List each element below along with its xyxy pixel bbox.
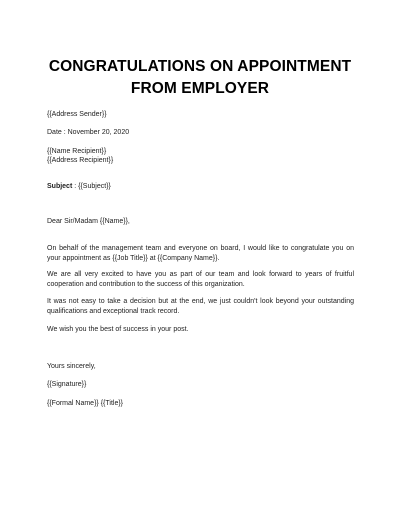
closing: Yours sincerely,	[47, 363, 96, 370]
paragraph-wishes: We wish you the best of success in your post.	[47, 326, 189, 333]
subject-label: Subject	[47, 183, 73, 190]
address-recipient: {{Address Recipient}}	[47, 157, 114, 164]
title-line-1: CONGRATULATIONS ON APPOINTMENT	[48, 58, 352, 75]
address-sender: {{Address Sender}}	[47, 111, 107, 118]
paragraph-decision: It was not easy to take a decision but at the end, we just couldn't look beyond your outstanding qualifications and exceptional track record.	[47, 298, 354, 315]
title-line-2: FROM EMPLOYER	[130, 80, 270, 97]
letter-date: Date : November 20, 2020	[47, 129, 130, 136]
signature: {{Signature}}	[47, 381, 87, 388]
name-recipient: {{Name Recipient}}	[47, 148, 107, 155]
salutation: Dear Sir/Madam {{Name}},	[47, 218, 130, 225]
formal-name-title: {{Formal Name}} {{Title}}	[47, 400, 124, 407]
subject-value: : {{Subject}}	[72, 183, 111, 190]
paragraph-congratulations: On behalf of the management team and everyone on board, I would like to congratulate you on your appointment as {{Job Title}} at {{Company Name}}.	[47, 245, 354, 262]
paragraph-excited: We are all very excited to have you as part of our team and look forward to years of fruitful cooperation and contribution to the success of this organization.	[47, 271, 354, 288]
letter-title	[20, 56, 380, 100]
subject-line	[47, 182, 111, 191]
